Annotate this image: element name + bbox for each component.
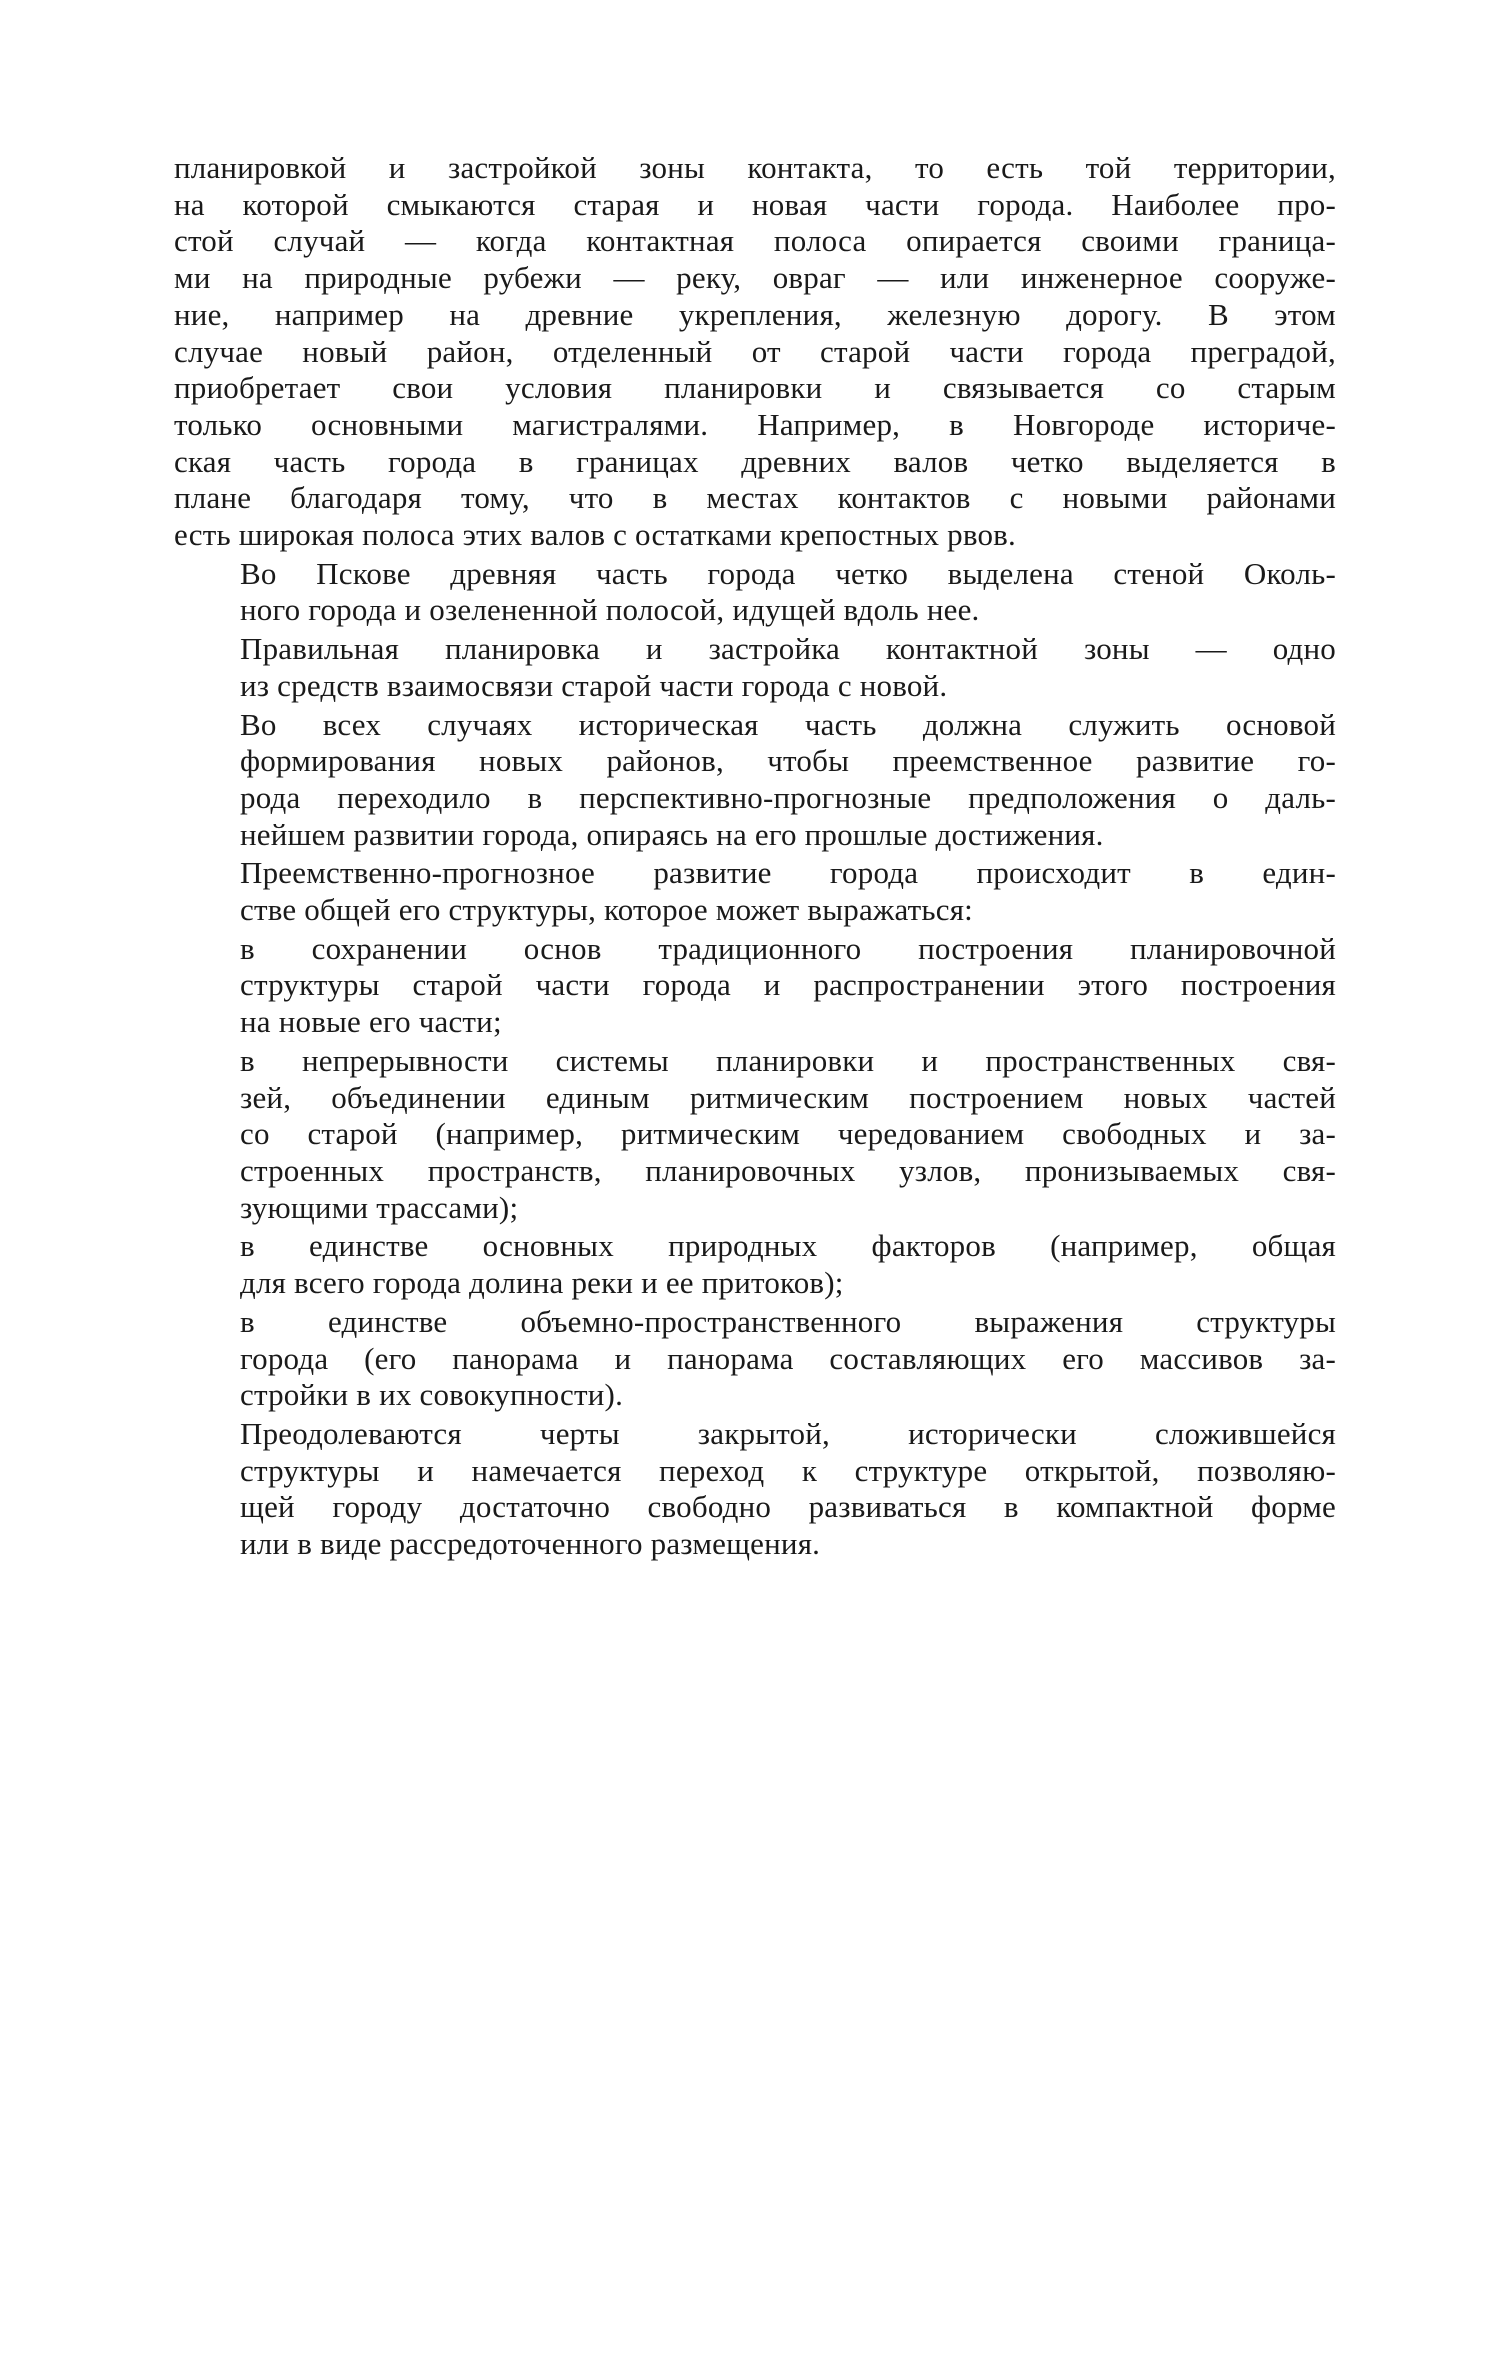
- text-line: в единстве основных природных факторов (например, общая: [240, 1228, 1336, 1264]
- text-line: зей, объединении единым ритмическим построением новых частей: [240, 1079, 1336, 1115]
- text-line: только основными магистралями. Например, в Новгороде историче-: [174, 406, 1336, 442]
- text-line: Преодолеваются черты закрытой, исторически сложившейся: [240, 1415, 1336, 1451]
- paragraph: [174, 1304, 1336, 1414]
- text-line: строенных пространств, планировочных узлов, пронизываемых свя-: [240, 1152, 1336, 1188]
- paragraph: [174, 1228, 1336, 1301]
- text-line: в непрерывности системы планировки и пространственных свя-: [240, 1042, 1336, 1078]
- text-line: рода переходило в перспективно-прогнозные предположения о даль-: [240, 779, 1336, 815]
- paragraph: [174, 931, 1336, 1041]
- text-line: Преемственно-прогнозное развитие города происходит в един-: [240, 855, 1336, 891]
- paragraph: [174, 1416, 1336, 1563]
- text-line: структуры старой части города и распространении этого построения: [240, 967, 1336, 1003]
- text-line: стройки в их совокупности).: [240, 1377, 624, 1413]
- text-line: Во всех случаях историческая часть должна служить основой: [240, 706, 1336, 742]
- text-line: на которой смыкаются старая и новая части города. Наиболее про-: [174, 186, 1336, 222]
- text-line: со старой (например, ритмическим чередованием свободных и за-: [240, 1116, 1336, 1152]
- text-line: города (его панорама и панорама составляющих его массивов за-: [240, 1340, 1336, 1376]
- paragraph: [174, 150, 1336, 554]
- paragraph: [174, 1043, 1336, 1227]
- text-line: стве общей его структуры, которое может выражаться:: [240, 892, 973, 928]
- text-line: нейшем развитии города, опираясь на его прошлые достижения.: [240, 816, 1104, 852]
- text-line: структуры и намечается переход к структуре открытой, позволяю-: [240, 1452, 1336, 1488]
- text-line: из средств взаимосвязи старой части города с новой.: [240, 667, 948, 703]
- text-line: случае новый район, отделенный от старой части города преградой,: [174, 333, 1336, 369]
- text-line: планировкой и застройкой зоны контакта, то есть той территории,: [174, 150, 1336, 185]
- text-line: Правильная планировка и застройка контактной зоны — одно: [240, 631, 1336, 667]
- text-line: ного города и озелененной полосой, идущей вдоль нее.: [240, 592, 980, 628]
- text-line: ми на природные рубежи — реку, овраг — или инженерное сооруже-: [174, 260, 1336, 296]
- paragraph: [174, 631, 1336, 704]
- text-line: есть широкая полоса этих валов с остатками крепостных рвов.: [174, 517, 1016, 553]
- body-text: [174, 150, 1336, 1565]
- text-line: щей городу достаточно свободно развиваться в компактной форме: [240, 1489, 1336, 1525]
- paragraph: [174, 556, 1336, 629]
- text-line: в единстве объемно-пространственного выражения структуры: [240, 1303, 1336, 1339]
- text-line: приобретает свои условия планировки и связывается со старым: [174, 370, 1336, 406]
- text-line: Во Пскове древняя часть города четко выделена стеной Околь-: [240, 555, 1336, 591]
- paragraph: [174, 855, 1336, 928]
- text-line: на новые его части;: [240, 1004, 502, 1040]
- text-line: зующими трассами);: [240, 1189, 519, 1225]
- text-line: формирования новых районов, чтобы преемственное развитие го-: [240, 743, 1336, 779]
- text-line: или в виде рассредоточенного размещения.: [240, 1526, 821, 1562]
- text-line: в сохранении основ традиционного построения планировочной: [240, 930, 1336, 966]
- text-line: ская часть города в границах древних валов четко выделяется в: [174, 443, 1336, 479]
- text-line: для всего города долина реки и ее притоков);: [240, 1265, 844, 1301]
- paragraph: [174, 707, 1336, 854]
- text-line: ние, например на древние укрепления, железную дорогу. В этом: [174, 296, 1336, 332]
- text-line: стой случай — когда контактная полоса опирается своими граница-: [174, 223, 1336, 259]
- text-line: плане благодаря тому, что в местах контактов с новыми районами: [174, 480, 1336, 516]
